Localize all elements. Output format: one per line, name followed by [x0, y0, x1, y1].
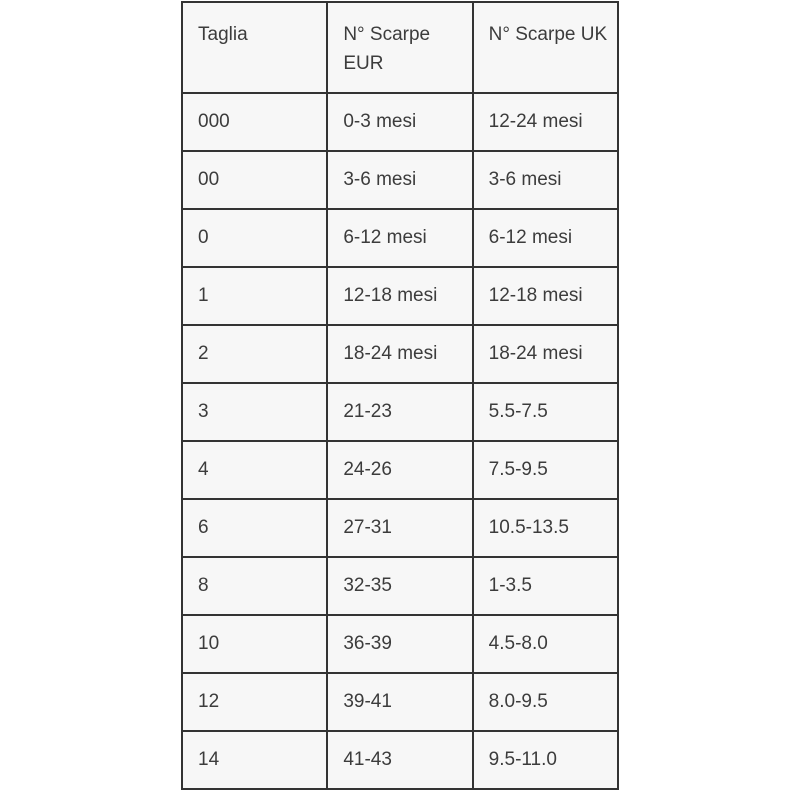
table-cell: 1-3.5	[473, 557, 618, 615]
table-cell: 12-18 mesi	[327, 267, 472, 325]
table-cell: 3	[182, 383, 327, 441]
header-taglia: Taglia	[182, 2, 327, 93]
header-scarpe-eur: N° Scarpe EUR	[327, 2, 472, 93]
table-cell: 7.5-9.5	[473, 441, 618, 499]
table-cell: 2	[182, 325, 327, 383]
table-cell: 10	[182, 615, 327, 673]
table-cell: 0	[182, 209, 327, 267]
table-row	[182, 93, 618, 151]
table-cell: 6	[182, 499, 327, 557]
table-row	[182, 673, 618, 731]
table-row	[182, 441, 618, 499]
table-row	[182, 267, 618, 325]
table-cell: 000	[182, 93, 327, 151]
table-cell: 21-23	[327, 383, 472, 441]
table-row	[182, 499, 618, 557]
table-row	[182, 151, 618, 209]
table-header	[182, 2, 618, 93]
table-cell: 14	[182, 731, 327, 789]
header-row	[182, 2, 618, 93]
table-cell: 3-6 mesi	[327, 151, 472, 209]
table-cell: 12	[182, 673, 327, 731]
table-row	[182, 557, 618, 615]
table-cell: 5.5-7.5	[473, 383, 618, 441]
table-row	[182, 731, 618, 789]
table-cell: 18-24 mesi	[473, 325, 618, 383]
header-scarpe-uk: N° Scarpe UK	[473, 2, 618, 93]
table-cell: 8	[182, 557, 327, 615]
table-row	[182, 325, 618, 383]
table-cell: 3-6 mesi	[473, 151, 618, 209]
table-cell: 41-43	[327, 731, 472, 789]
table-cell: 32-35	[327, 557, 472, 615]
table-body	[182, 93, 618, 789]
table-cell: 4.5-8.0	[473, 615, 618, 673]
table-cell: 8.0-9.5	[473, 673, 618, 731]
table-cell: 00	[182, 151, 327, 209]
table-row	[182, 615, 618, 673]
table-cell: 39-41	[327, 673, 472, 731]
table-cell: 1	[182, 267, 327, 325]
table-cell: 6-12 mesi	[327, 209, 472, 267]
table-cell: 0-3 mesi	[327, 93, 472, 151]
table-cell: 18-24 mesi	[327, 325, 472, 383]
table-cell: 4	[182, 441, 327, 499]
table-cell: 36-39	[327, 615, 472, 673]
table-cell: 24-26	[327, 441, 472, 499]
table-cell: 27-31	[327, 499, 472, 557]
table-row	[182, 383, 618, 441]
table-cell: 10.5-13.5	[473, 499, 618, 557]
size-chart-table	[181, 1, 619, 790]
table-row	[182, 209, 618, 267]
table-cell: 12-18 mesi	[473, 267, 618, 325]
table-cell: 6-12 mesi	[473, 209, 618, 267]
table-cell: 9.5-11.0	[473, 731, 618, 789]
table-cell: 12-24 mesi	[473, 93, 618, 151]
